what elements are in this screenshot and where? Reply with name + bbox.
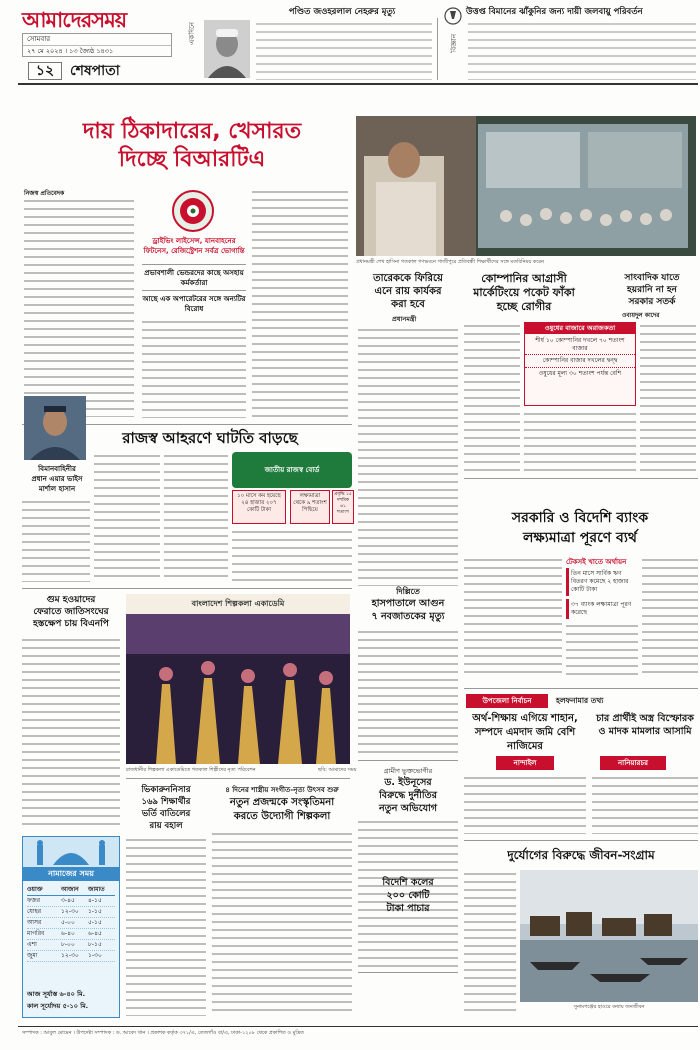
prayer-cell-name: মাগরিব — [27, 930, 45, 937]
vika-headline: ভিকারুননিসার ১৬৯ শিক্ষার্থীর ভর্তি বাতিলের রায় বহাল — [141, 785, 191, 831]
gum-headline: গুম হওয়াদের ফেরাতে জাতিসংঘের হস্তক্ষেপ চায় বিএনপি — [33, 595, 109, 629]
prayer-cell-jamat: ১-৩০ — [88, 952, 102, 959]
page-name: শেষপাতা — [70, 63, 120, 79]
flood-photo-icon — [520, 870, 698, 1002]
airforce-photo — [24, 396, 86, 460]
prayer-cell-jamat: ১-১৫ — [88, 908, 102, 915]
upazila-left-tag: নান্দাইল — [496, 756, 554, 770]
academy-caption: রাজধানীর শিল্পকলা একাডেমিতে গতকাল শিল্পীদের নৃত্য পরিবেশন — [126, 767, 256, 773]
academy-header: বাংলাদেশ শিল্পকলা একাডেমি — [126, 594, 350, 614]
lead-text-col3 — [252, 188, 348, 418]
music-headline: নতুন প্রজন্মকে সংস্কৃতিমনা করতে উদ্যোগী শিল্পকলা — [229, 797, 335, 822]
logo-text: আমাদেরসময় — [22, 7, 127, 32]
prayer-table — [27, 885, 115, 962]
bank-sub-3: ৩৭ ব্যাংক লক্ষ্যমাত্রা পূরণ করেছে — [566, 599, 638, 619]
prayer-row — [27, 896, 115, 907]
revenue-stat-3: প্রবৃদ্ধি ১৫ দশমিক ৬১ শতাংশ — [332, 490, 354, 524]
brta-logo-icon — [172, 190, 214, 232]
meeting-photo-icon — [356, 116, 696, 256]
company-box-2: কোম্পানির বাজার দখলের দ্বন্দ্ব — [525, 354, 635, 367]
prayer-cell-azan: ৩-৪৫ — [61, 897, 75, 904]
music-text — [212, 830, 352, 1016]
portrait-icon — [204, 20, 250, 78]
music-kicker: ৪ দিনের শাস্ত্রীয় সংগীত-নৃত্য উৎসব শুরু — [225, 786, 339, 794]
pm-photo — [356, 116, 696, 256]
foreign-headline: বিদেশি কলের ২০০ কোটি টাকা পাচার — [382, 877, 434, 914]
revenue-stat-1: ১০ মাসে কম হয়েছে ২৪ হাজার ২০৭ কোটি টাকা — [232, 490, 286, 524]
sunset: আজ সূর্যাস্ত ৬-৪০ মি. — [27, 990, 86, 998]
yunus-headline: ড. ইউনূসের বিরুদ্ধে দুর্নীতির নতুন অভিযোগ — [378, 777, 438, 814]
prayer-cell-azan: ১২-৩০ — [61, 908, 79, 915]
vika-text — [126, 836, 206, 1016]
prayer-title: নামাজের সময় — [23, 867, 119, 881]
lead-info-3: আছে এক অপারেটরের সঙ্গে অন্যটির বিরোধ — [142, 295, 246, 313]
prayer-cell-name: ফজর — [27, 897, 41, 904]
bank-rule — [464, 478, 698, 479]
prayer-cell-name: আসর — [27, 919, 42, 926]
upazila-affidavit: হলফনামার তথ্য — [556, 696, 604, 705]
prayer-cell-azan: ১২-৩০ — [61, 952, 79, 959]
lead-info-2: প্রভাবশালী ভেন্ডরদের কাছে অসহায় কর্মকর্তারা — [144, 269, 244, 287]
info-rule-1 — [142, 264, 246, 265]
revenue-stat-2: লক্ষ্যমাত্রা থেকে ৯ শতাংশ পিছিয়ে — [290, 490, 330, 524]
prayer-cell-name: যোহর — [27, 908, 42, 915]
airforce-caption: বিমানবাহিনীর প্রধান এয়ার ভাইস মার্শাল হাসান — [31, 465, 83, 493]
nbr-label: জাতীয় রাজস্ব বোর্ড — [264, 466, 320, 474]
flight-headline: সাংবাদিক যাতে হয়রানি না হন সরকার সতর্ক — [624, 273, 680, 307]
bank-headline: সরকারি ও বিদেশি ব্যাংক লক্ষ্যমাত্রা পূরণে ব্যর্থ — [511, 510, 649, 546]
company-headline: কোম্পানির আগ্রাসী মার্কেটিংয়ে পকেট ফাঁকা হচ্ছে রোগীর — [473, 272, 575, 313]
prayer-rows — [27, 896, 115, 962]
bank-text-c — [566, 622, 638, 676]
fire-headline: দিল্লিতে হাসপাতালে আগুন ৭ নবজাতকের মৃত্যু — [371, 587, 445, 622]
upazila-right-tag: নানিয়ারচর — [600, 756, 666, 770]
microscope-icon — [443, 6, 463, 26]
revenue-headline: রাজস্ব আহরণে ঘাটতি বাড়ছে — [122, 429, 298, 447]
company-box-1: শীর্ষ ১০ কোম্পানির দখলে ৭০ শতাংশ বাজার — [535, 337, 625, 352]
science-story-text — [468, 20, 696, 80]
flight-byline: ওবায়দুল কাদের — [622, 312, 660, 319]
day: সোমবার — [23, 34, 171, 46]
portrait-icon — [24, 396, 86, 460]
company-box — [524, 322, 636, 406]
science-story-title: উত্তপ্ত বিমানের ঝাঁকুনির জন্য দায়ী জলবায়ু পরিবর্তন — [466, 7, 643, 17]
prayer-cell-name: জুমা — [27, 952, 38, 959]
company-box-title: ওষুধের বাজারে অরাজকতা — [525, 323, 635, 334]
prayer-cell-name: এশা — [27, 941, 37, 948]
nbr-graphic — [232, 452, 352, 488]
prayer-box — [22, 836, 120, 1018]
disaster-headline: দুর্যোগের বিরুদ্ধে জীবন-সংগ্রাম — [507, 848, 655, 862]
bank-sub-box — [566, 568, 638, 618]
science-label: বিজ্ঞান — [443, 6, 463, 76]
brta-logo — [172, 190, 214, 232]
gum-text — [22, 636, 120, 830]
airforce-text — [22, 498, 90, 582]
sunrise: কাল সূর্যোদয় ৫-১০ মি. — [27, 1002, 89, 1010]
fire-text — [358, 628, 458, 754]
date-box — [22, 33, 172, 57]
disaster-photo — [520, 870, 698, 1002]
page-number: ১২ — [28, 62, 62, 80]
upazila-right-text — [592, 774, 698, 834]
vika-rule — [126, 778, 350, 779]
mosque-icon — [23, 837, 119, 867]
company-text-a — [464, 322, 520, 472]
footer-imprint: সম্পাদক : আবুল মোমেন । উপদেষ্টা সম্পাদক : ড. আবেদ খান । প্রকাশক কর্তৃক ৩৭১/এ, তেজগাঁও বা/এ, ঢাকা-১২০৮ থেকে প্রকাশিত ও মুদ্রিত — [22, 1030, 304, 1036]
upazila-rule — [464, 688, 698, 689]
lead-byline: নিজস্ব প্রতিবেদক — [24, 190, 65, 197]
bank-text-b — [642, 556, 698, 676]
pm-headline: তারেককে ফিরিয়ে এনে রায় কার্যকর করা হবে — [373, 273, 443, 310]
upazila-left-text — [464, 774, 586, 834]
pm-byline: প্রধানমন্ত্রী — [392, 315, 417, 323]
info-rule-2 — [142, 290, 246, 291]
pm-caption: প্রধানমন্ত্রী শেখ হাসিনা গতকাল গণভবনে গাজীপুরে প্রতিবন্ধী শিক্ষার্থীদের সঙ্গে মতবিনিময় করেন — [356, 259, 545, 265]
revenue-text-a — [94, 452, 160, 582]
company-box-3: ওষুধের মূল্য ৩০ শতাংশ পর্যন্ত বেশি — [525, 367, 635, 380]
disaster-text — [464, 870, 516, 1016]
yunus-kicker: গ্রামীণ ভুক্তভোগীর — [383, 767, 433, 775]
flight-text — [640, 322, 696, 472]
upazila-left-headline: অর্থ-শিক্ষায় এগিয়ে শাহান, সম্পদে এমদাদ জমি বেশি নাজিমের — [472, 713, 578, 752]
prayer-row — [27, 951, 115, 962]
logo — [22, 4, 152, 34]
ekdine-label: একদিনে — [188, 22, 196, 45]
masthead — [0, 0, 700, 82]
bank-text-a — [464, 556, 562, 676]
footer-rule — [18, 1026, 698, 1027]
prayer-row — [27, 907, 115, 918]
prayer-cell-azan: ৫-০০ — [61, 919, 75, 926]
company-text-b — [524, 410, 636, 472]
upazila-right-headline: চার প্রার্থীই অস্ত্র বিস্ফোরক ও মাদক মামলার আসামি — [596, 713, 694, 737]
prayer-cell-jamat: ৮-১৫ — [88, 941, 102, 948]
lead-info-1: ড্রাইভিং লাইসেন্স, যানবাহনের ফিটনেস, রেজিস্ট্রেশন সর্বত্র ভোগান্তি — [143, 237, 245, 255]
dance-photo — [126, 614, 350, 764]
dance-photo-icon — [126, 614, 350, 764]
prayer-row — [27, 929, 115, 940]
disaster-caption: সুনামগঞ্জের হাওরে বন্যায় জনজীবন — [573, 1004, 645, 1010]
lead-text-col1 — [24, 197, 134, 417]
prayer-cell-jamat: ৪-১৫ — [88, 897, 102, 904]
prayer-header-row: ওয়াক্ত আজান জামাত — [27, 885, 115, 896]
date: ২৭ মে ২০২৪ । ১৩ জ্যৈষ্ঠ ১৪৩১ — [27, 47, 114, 55]
upazila-label: উপজেলা নির্বাচন — [466, 694, 548, 708]
prayer-cell-jamat: ৬-৪৫ — [88, 930, 102, 937]
disaster-rule — [464, 840, 698, 841]
prayer-cell-jamat: ৫-১৫ — [88, 919, 102, 926]
bank-sub-2: তিন মাসে সার্বিক ঋণ বিতরণ কমেছে ২ হাজার কোটি টাকা — [566, 568, 638, 596]
pm-text — [358, 326, 458, 586]
nehru-photo — [204, 20, 250, 78]
divider — [437, 18, 438, 80]
academy-credit: ছবি: আমাদের সময় — [318, 767, 357, 773]
prayer-row — [27, 918, 115, 929]
top-story-text — [256, 20, 432, 80]
prayer-cell-azan: ৮-০০ — [61, 941, 75, 948]
top-story-title: পণ্ডিত জওহরলাল নেহরুর মৃত্যু — [288, 7, 396, 17]
prayer-cell-azan: ৬-৪০ — [61, 930, 75, 937]
lead-text-under — [142, 318, 246, 418]
foreign-rule — [358, 972, 458, 973]
prayer-row — [27, 940, 115, 951]
revenue-text-c — [232, 528, 352, 582]
lead-headline: দায় ঠিকাদারের, খেসারত দিচ্ছে বিআরটিএ — [82, 119, 302, 172]
masthead-rule — [18, 83, 698, 85]
bank-sub-1: টেকসই খাতে অর্থায়ন — [566, 558, 627, 566]
gum-rule — [22, 588, 352, 589]
revenue-text-b — [164, 452, 228, 582]
yunus-rule — [358, 760, 458, 761]
